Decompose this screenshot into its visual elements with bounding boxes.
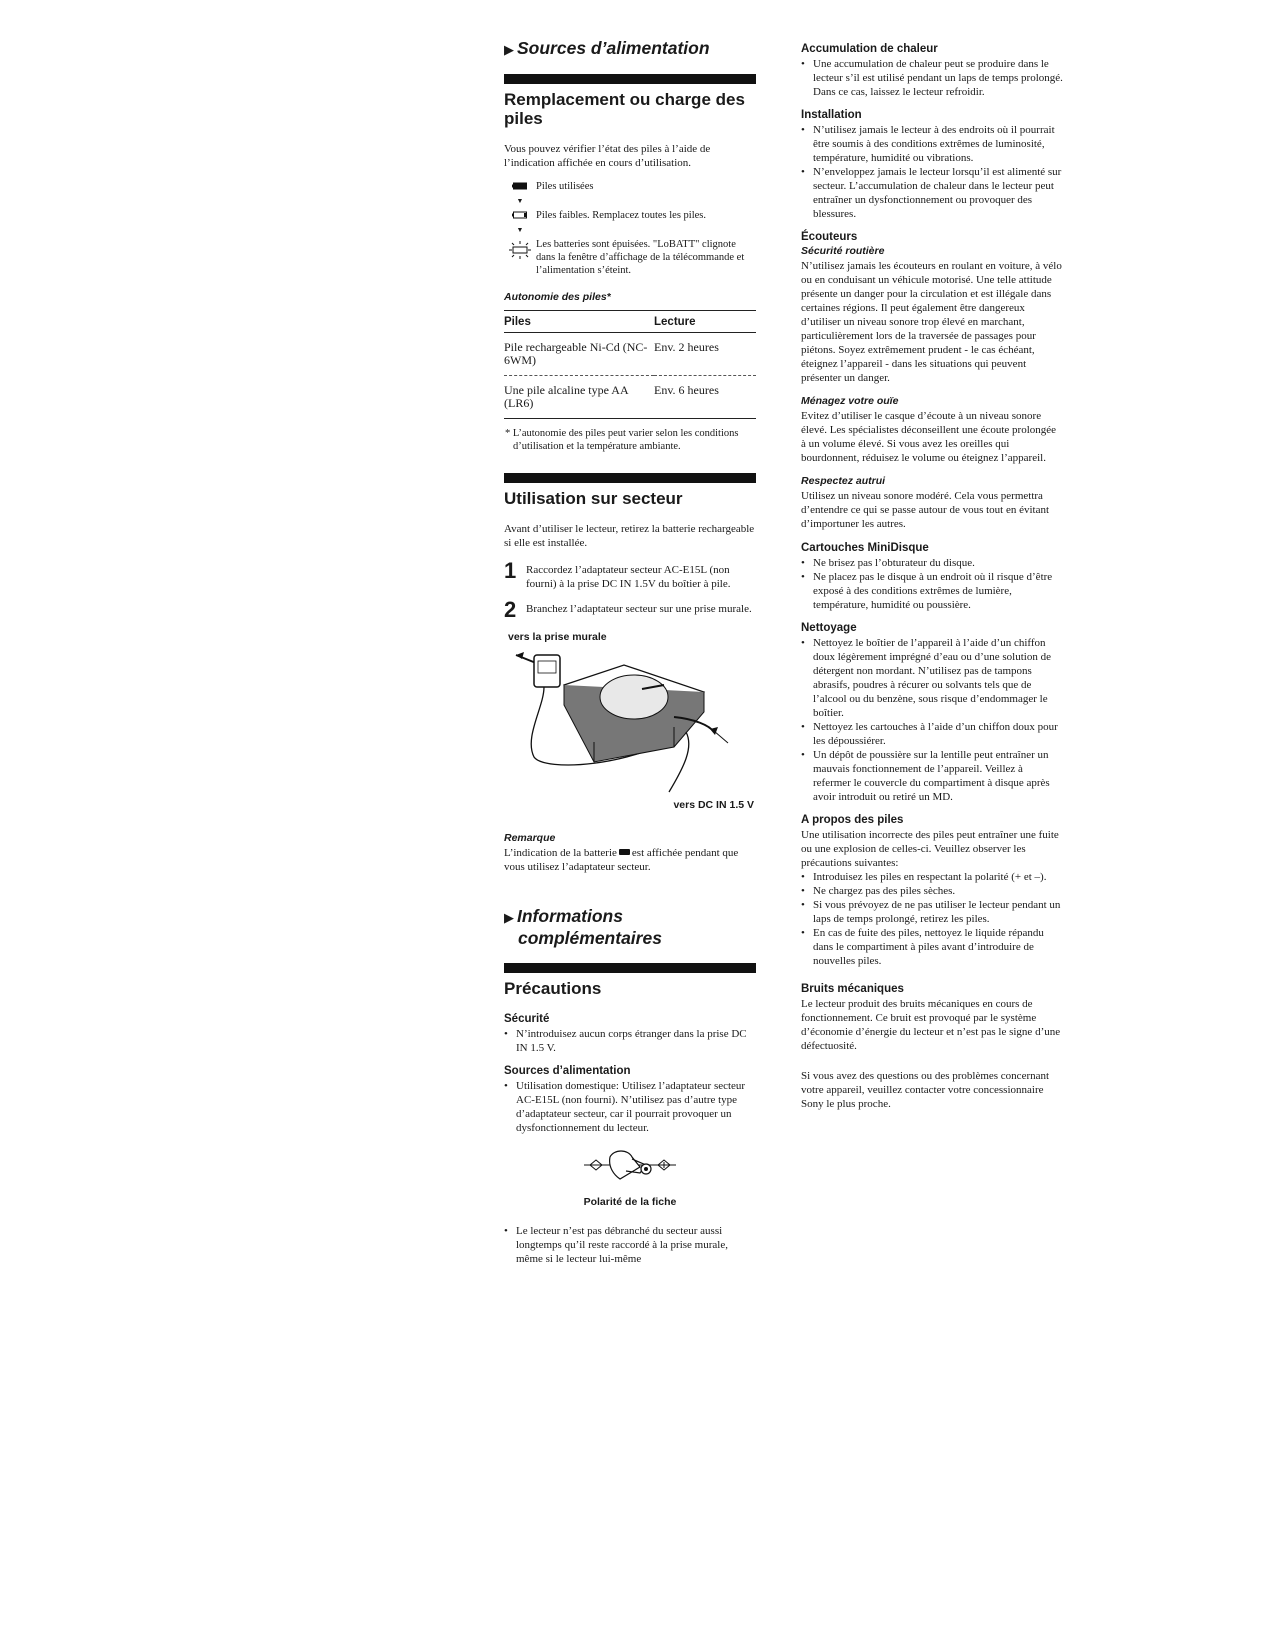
list-item: • Le lecteur n’est pas débranché du secteur aussi longtemps qu’il reste raccordé à la prise murale, même si le lecteur lui-même [504,1224,756,1266]
securite-title: Sécurité [504,1013,550,1025]
figure-label-wall: vers la prise murale [508,631,607,643]
arrow-down-icon: ▼ [516,197,524,205]
apropos-list [801,870,1063,968]
apropos-text: Une utilisation incorrecte des piles peut entraîner une fuite ou une explosion de celles-ci. Veuillez observer les précautions suivantes: [801,829,1059,869]
apropos-title: A propos des piles [801,814,904,826]
secteur-intro: Avant d’utiliser le lecteur, retirez la batterie rechargeable si elle est installée. [504,523,755,549]
autonomie-table [504,310,756,419]
list-item: • N’enveloppez jamais le lecteur lorsqu’il est alimenté sur secteur. L’accumulation de chaleur dans le lecteur peut entraîner un dysfonctionnement ou provoquer des blessures. [801,165,1063,221]
list-item: • En cas de fuite des piles, nettoyez le liquide répandu dans le compartiment à piles avant d’introduire de nouvelles piles. [801,926,1063,968]
step-text: Raccordez l’adaptateur secteur AC-E15L (non fourni) à la prise DC IN 1.5V du boîtier à pile. [526,564,731,590]
sources-list-continued [504,1224,756,1266]
step-text: Branchez l’adaptateur secteur sur une prise murale. [526,603,752,615]
section-header-informations: ▶ Informations complémentaires [504,906,662,948]
contact-text: Si vous avez des questions ou des problèmes concernant votre appareil, veuillez contacter votre concessionnaire Sony le plus proche. [801,1070,1050,1110]
list-item: • Nettoyez les cartouches à l’aide d’un chiffon doux pour les dépoussiérer. [801,720,1063,748]
table-cell: Env. 2 heures [654,333,756,376]
indicator-low [504,209,756,222]
autonomie-title: Autonomie des piles* [504,291,611,303]
battery-indicator-list [504,180,756,277]
indicator-empty-text: Les batteries sont épuisées. "LoBATT" clignote dans la fenêtre d’affichage de la télécommande et l’alimentation s’éteint. [536,239,745,276]
chapter-title-precautions: Précautions [504,979,602,998]
ecouteurs-title: Écouteurs [801,231,858,243]
battery-low-icon [504,209,536,219]
table-footnote: * L’autonomie des piles peut varier selon les conditions d’utilisation et la température ambiante. [505,428,739,452]
figure-label-dcin: vers DC IN 1.5 V [673,799,754,811]
table-header-piles: Piles [504,311,654,333]
indicator-low-text: Piles faibles. Remplacez toutes les piles. [536,210,706,221]
polarity-caption: Polarité de la fiche [583,1196,677,1208]
sources-title: Sources d’alimentation [504,1065,631,1077]
chapter-bar [504,473,756,483]
list-item: • Si vous prévoyez de ne pas utiliser le lecteur pendant un laps de temps prolongé, retirez les piles. [801,898,1063,926]
bruits-title: Bruits mécaniques [801,983,904,995]
polarity-figure [504,1145,756,1190]
accum-title: Accumulation de chaleur [801,43,938,55]
indicator-full [504,180,756,193]
remarque-text: L’indication de la batterie est affichée pendant que vous utilisez l’adaptateur secteur. [504,847,739,873]
table-cell: Env. 6 heures [654,376,756,419]
adapter-illustration [514,647,744,797]
indicator-empty [504,238,756,277]
list-item: • Utilisation domestique: Utilisez l’adaptateur secteur AC-E15L (non fourni). N’utilisez pas d’autre type d’adaptateur secteur, car il pourrait provoquer un dysfonctionnement du lecteur. [504,1079,756,1135]
nettoyage-list [801,636,1063,804]
table-row [504,333,756,376]
step-2 [504,599,756,621]
step-number: 2 [504,597,517,622]
bruits-text: Le lecteur produit des bruits mécaniques en cours de fonctionnement. Ce bruit est provoqué par le système d’économie d’énergie du lecteur et n’est pas le signe d’une défectuosité. [801,998,1061,1052]
battery-blinking-icon [504,238,536,260]
table-cell: Une pile alcaline type AA (LR6) [504,376,654,419]
list-item: • Nettoyez le boîtier de l’appareil à l’aide d’un chiffon doux légèrement imprégné d’eau ou d’une solution de détergent non mordant. N’utilisez pas de tampons abrasifs, poudres à récurer ou solvants tels que de l’alcool ou du benzène, sous risque d’endommager le boîtier. [801,636,1063,720]
menagez-title: Ménagez votre ouïe [801,395,899,407]
chapter-bar [504,74,756,84]
respectez-title: Respectez autrui [801,475,886,487]
step-number: 1 [504,558,517,583]
right-column [801,42,1063,1121]
securite-routiere-text: N’utilisez jamais les écouteurs en roulant en voiture, à vélo ou en conduisant un véhicule motorisé. Une telle attitude présente un danger pour la circulation et est illégale dans certaines régions. Il peut également être dangereux d’utiliser un niveau sonore trop élevé en marchant, particulièrement lors de la traversée de passages pour piétons. Soyez extrêmement prudent - le cas échéant, éteignez l’appareil - dans les situations qui peuvent présenter un danger. [801,260,1062,384]
remarque-title: Remarque [504,832,556,844]
arrow-down-icon: ▼ [516,226,524,234]
cartouches-list [801,556,1063,612]
adapter-figure [504,631,756,816]
securite-routiere-title: Sécurité routière [801,245,885,257]
table-row [504,376,756,419]
section-header-sources: ▶ Sources d’alimentation [504,38,710,58]
install-title: Installation [801,109,862,121]
list-item: • N’utilisez jamais le lecteur à des endroits où il pourrait être soumis à des conditions extrêmes de luminosité, température, humidité ou vibrations. [801,123,1063,165]
list-item: • N’introduisez aucun corps étranger dans la prise DC IN 1.5 V. [504,1027,756,1055]
menagez-text: Evitez d’utiliser le casque d’écoute à un niveau sonore élevé. Les spécialistes déconseillent une écoute prolongée à un volume élevé. Si vous avez les oreilles qui bourdonnent, réduisez le volume ou éteignez l’appareil. [801,410,1057,464]
intro-text: Vous pouvez vérifier l’état des piles à l’aide de l’indication affichée en cours d’utilisation. [504,143,711,169]
nettoyage-title: Nettoyage [801,622,857,634]
cartouches-title: Cartouches MiniDisque [801,542,929,554]
accum-list [801,57,1063,99]
list-item: • Ne placez pas le disque à un endroit où il risque d’être exposé à des conditions extrêmes de lumière, température, humidité ou poussière. [801,570,1063,612]
table-header-lecture: Lecture [654,311,756,333]
list-item: • Un dépôt de poussière sur la lentille peut entraîner un mauvais fonctionnement de l’appareil. Veillez à refermer le couvercle du compartiment à disque après avoir introduit ou retiré un MD. [801,748,1063,804]
list-item: • Introduisez les piles en respectant la polarité (+ et –). [801,870,1063,884]
battery-full-icon [504,180,536,190]
chapter-title-secteur: Utilisation sur secteur [504,489,683,508]
table-header-row [504,311,756,333]
sources-list [504,1079,756,1135]
left-column [504,38,756,1275]
list-item: • Une accumulation de chaleur peut se produire dans le lecteur s’il est utilisé pendant un laps de temps prolongé. Dans ce cas, laissez le lecteur refroidir. [801,57,1063,99]
table-cell: Pile rechargeable Ni-Cd (NC-6WM) [504,333,654,376]
chapter-title-piles: Remplacement ou charge des piles [504,90,745,128]
install-list [801,123,1063,221]
list-item: • Ne brisez pas l’obturateur du disque. [801,556,1063,570]
triangle-right-icon: ▶ [504,42,514,57]
list-item: • Ne chargez pas des piles sèches. [801,884,1063,898]
respectez-text: Utilisez un niveau sonore modéré. Cela vous permettra d’entendre ce qui se passe autour de vous tout en évitant d’importuner les autres. [801,490,1050,530]
plug-polarity-illustration [580,1145,680,1185]
step-1 [504,560,756,591]
indicator-full-text: Piles utilisées [536,181,594,192]
battery-full-icon [619,849,630,855]
triangle-right-icon: ▶ [504,910,514,925]
securite-list [504,1027,756,1055]
chapter-bar [504,963,756,973]
